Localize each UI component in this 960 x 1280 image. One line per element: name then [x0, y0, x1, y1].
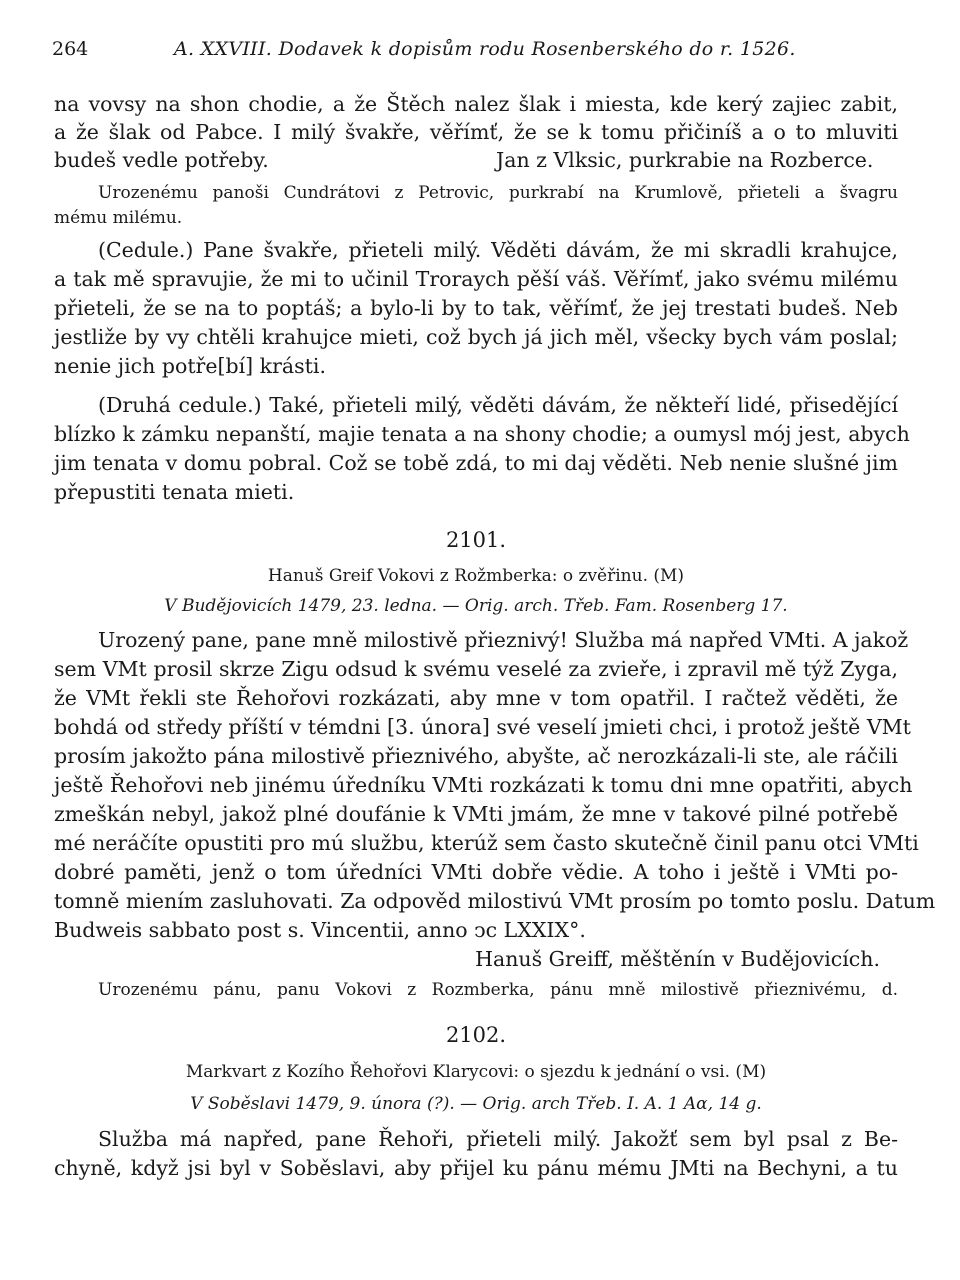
text-line: mé neráčíte opustiti pro mú službu, kterúž sem často skutečně činil panu otci VMti [54, 831, 919, 855]
text-line: ještě Řehořovi neb jinému úředníku VMti rozkázati k tomu dni mne opatřiti, abych [54, 773, 913, 797]
text-line: bohdá od středy příští v témdni [3. února] své veselí jmieti chci, i protož ještě VMt [54, 715, 911, 739]
address-line: Urozenému panoši Cundrátovi z Petrovic, purkrabí na Krumlově, přieteli a švagru [98, 183, 898, 203]
text-line: Služba má napřed, pane Řehoři, přieteli milý. Jakožť sem byl psal z Be- [98, 1127, 898, 1151]
text-line: blízko k zámku nepanští, majie tenata a na shony chodie; a oumysl mój jest, abych [54, 422, 910, 446]
text-line: budeš vedle potřeby. [54, 148, 269, 172]
address-line: Urozenému pánu, panu Vokovi z Rozmberka, pánu mně milostivě přieznivému, d. [98, 980, 898, 1000]
text-line: přieteli, že se na to poptáš; a bylo-li by to tak, věřímť, že jej trestati budeš. Neb [54, 296, 898, 320]
text-line: na vovsy na shon chodie, a že Štěch nalez šlak i miesta, kde kerý zajiec zabit, [54, 92, 898, 116]
text-line: sem VMt prosil skrze Zigu odsud k svému veselé za zvieře, i zpravil mě týž Zyga, [54, 657, 898, 681]
text-line: a tak mě spravujie, že mi to učinil Troraych pěší váš. Věřímť, jako svému milému [54, 267, 898, 291]
text-line: přepustiti tenata mieti. [54, 480, 295, 504]
page-number: 264 [52, 38, 89, 60]
text-line: tomně miením zasluhovati. Za odpověd milostivú VMt prosím po tomto poslu. Datum [54, 889, 936, 913]
text-line: jestliže by vy chtěli krahujce mieti, což bych já jich měl, všecky bych vám poslal; [54, 325, 898, 349]
text-line: (Cedule.) Pane švakře, přieteli milý. Věděti dávám, že mi skradli krahujce, [98, 238, 898, 262]
document-source: V Soběslavi 1479, 9. února (?). — Orig. arch Třeb. I. A. 1 Aα, 14 g. [190, 1094, 762, 1114]
text-line: jim tenata v domu pobral. Což se tobě zdá, to mi daj věděti. Neb nenie slušné jim [54, 451, 898, 475]
text-line: nenie jich potře[bí] krásti. [54, 354, 326, 378]
document-heading: Markvart z Kozího Řehořovi Klarycovi: o sjezdu k jednání o vsi. (M) [185, 1062, 767, 1082]
document-heading: Hanuš Greif Vokovi z Rožmberka: o zvěřinu. (M) [267, 566, 685, 586]
text-line: (Druhá cedule.) Také, přieteli milý, věděti dávám, že někteří lidé, přisedějící [98, 393, 898, 417]
text-line: chyně, když jsi byl v Soběslavi, aby přijel ku pánu mému JMti na Bechyni, a tu [54, 1156, 898, 1180]
address-line: mému milému. [54, 208, 183, 228]
text-line: dobré paměti, jenž o tom úředníci VMti dobře vědie. A toho i ještě i VMti po- [54, 860, 898, 884]
text-line: zmeškán nebyl, jakož plné doufánie k VMti jmám, že mne v takové pilné potřebě [54, 802, 898, 826]
text-line: a že šlak od Pabce. I milý švakře, věřímť, že se k tomu přičiníš a o to mluviti [54, 120, 898, 144]
running-title: A. XXVIII. Dodavek k dopisům rodu Rosenberského do r. 1526. [174, 38, 796, 60]
document-number: 2101. [445, 528, 507, 552]
document-number: 2102. [445, 1023, 507, 1047]
text-line: Urozený pane, pane mně milostivě přieznivý! Služba má napřed VMti. A jakož [98, 628, 909, 652]
text-line: že VMt řekli ste Řehořovi rozkázati, aby mne v tom opatřil. I račtež věděti, že [54, 686, 898, 710]
signature-line: Jan z Vlksic, purkrabie na Rozberce. [496, 148, 874, 172]
signature-line: Hanuš Greiff, měštěnín v Budějovicích. [475, 947, 880, 971]
document-source: V Budějovicích 1479, 23. ledna. — Orig. arch. Třeb. Fam. Rosenberg 17. [164, 596, 788, 616]
text-line: prosím jakožto pána milostivě přieznivého, abyšte, ač nerozkázali-li ste, ale ráčili [54, 744, 898, 768]
text-line: Budweis sabbato post s. Vincentii, anno ↄc LXXIX°. [54, 918, 586, 942]
